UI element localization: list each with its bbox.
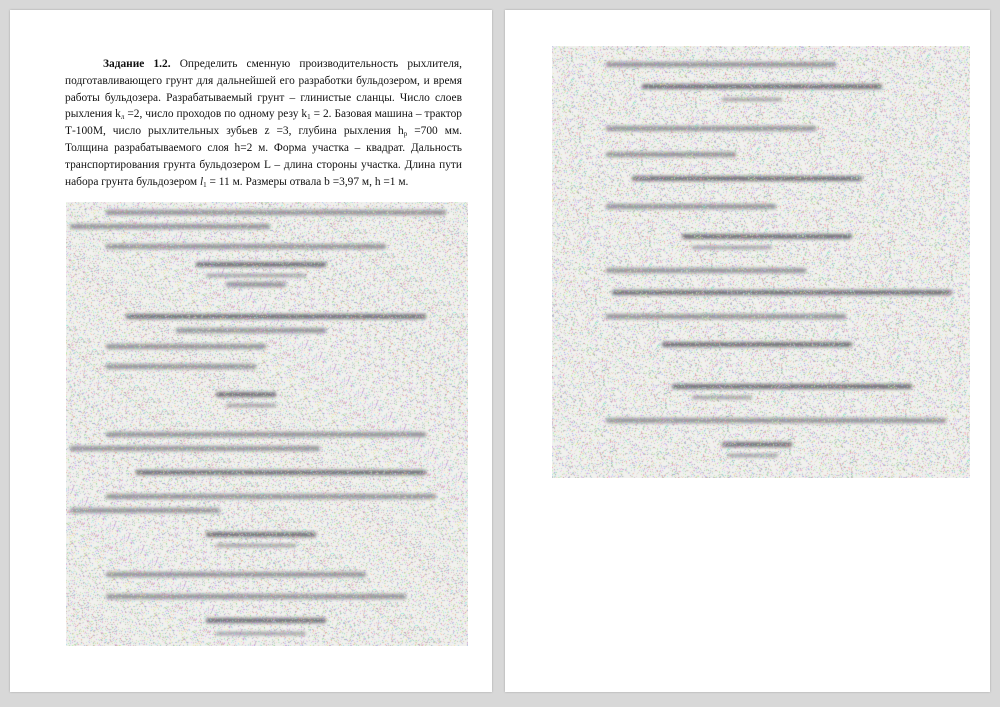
solution-image-blurred [66,202,468,646]
document-page-1 [10,10,492,692]
document-page-2 [505,10,990,692]
task-paragraph: Задание 1.2. Определить сменную производительность рыхлителя, подготавливающего грунт для дальнейшей его разработки бульдозером, и время работы бульдозера. Разрабатываемый грунт – глинистые сланцы. Число слоев рыхления $k_л =2$, число проходов по одному резу $k_1 = 2$. Базовая машина – трактор Т-100М, число рыхлительных зубьев z =3, глубина рыхления $h_р =700$ мм. Толщина разрабатываемого слоя h=2 м. Форма участка – квадрат. Дальность транспортирования грунта бульдозером L – длина стороны участка. Длина пути набора грунта бульдозером $l_1 = 11$ м. Размеры отвала b =3,97 м, h =1 м. [65,58,463,189]
solution-image-blurred [552,46,970,478]
task-label: Задание 1.2. [103,58,171,70]
